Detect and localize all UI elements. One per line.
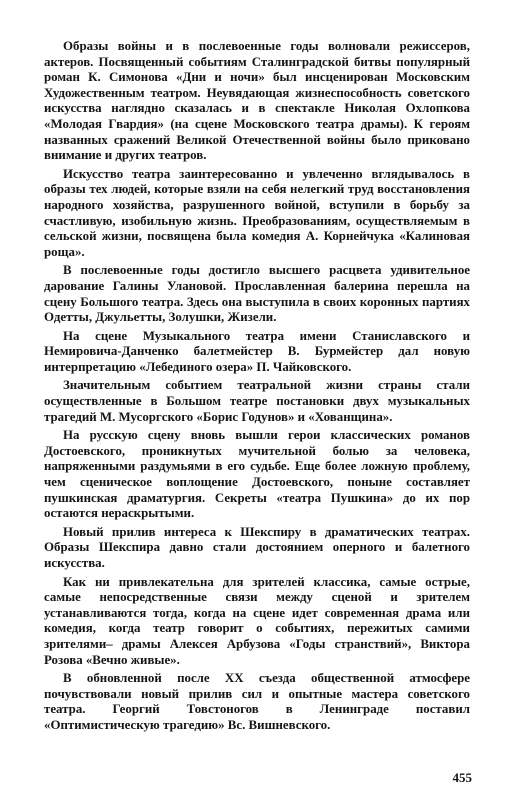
paragraph-shakespeare: Новый прилив интереса к Шекспиру в драматических театрах. Образы Шекспира давно стали достоянием оперного и балетного искусства. (44, 524, 470, 570)
main-text (44, 39, 470, 737)
paragraph-contemporary-drama: Как ни привлекательна для зрителей классика, самые острые, самые непосредственные связи между сценой и зрителем устанавливаются тогда, когда на сцене идет современная драма или комедия, когда театр говорит о событиях, пережитых самими зрителями– драмы Алексея Арбузова «Годы странствий», Виктора Розова «Вечно живые». (44, 574, 470, 667)
paragraph-tovstonogov: В обновленной после XX съезда общественной атмосфере почувствовали новый прилив сил и опытные мастера советского театра. Георгий Товстоногов в Ленинграде поставил «Оптимистическую трагедию» Вс. Вишневского. (44, 671, 470, 732)
paragraph-reconstruction: Искусство театра заинтересованно и увлеченно вглядывалось в образы тех людей, которые взяли на себя нелегкий труд восстановления народного хозяйства, разрушенного войной, вступили в борьбу за счастливую, изобильную жизнь. Преобразованиям, осуществляемым в сельской жизни, посвящена была комедия А. Корнейчука «Калиновая роща». (44, 166, 470, 259)
paragraph-ulanova: В послевоенные годы достигло высшего расцвета удивительное дарование Галины Улановой. Прославленная балерина перешла на сцену Большого театра. Здесь она выступила в своих коронных партиях Одетты, Джульетты, Золушки, Жизели. (44, 263, 470, 325)
page-number: 455 (452, 770, 472, 785)
paragraph-dostoevsky-pushkin: На русскую сцену вновь вышли герои классических романов Достоевского, проникнутых мучительной болью за человека, напряженными раздумьями в его судьбе. Еще более ложную проблему, чем сценическое воплощение Достоевского, поныне составляет пушкинская драматургия. Секреты «театра Пушкина» до их пор остаются нераскрытыми. (44, 428, 470, 521)
paragraph-swan-lake: На сцене Музыкального театра имени Станиславского и Немировича-Данченко балетмейстер В. Бурмейстер дал новую интерпретацию «Лебединого озера» П. Чайковского. (44, 328, 470, 374)
paragraph-war-images: Образы войны и в послевоенные годы волновали режиссеров, актеров. Посвященный событиям Сталинградской битвы популярный роман К. Симонова «Дни и ночи» был инсценирован Московским Художественным театром. Неувядающая жизнеспособность советского искусства наглядно сказалась и в спектакле Николая Охлопкова «Молодая Гвардия» (на сцене Московского театра драмы). К героям названных сражений Великой Отечественной войны было приковано внимание и других театров. (44, 39, 470, 163)
paragraph-mussorgsky: Значительным событием театральной жизни страны стали осуществленные в Большом театре постановки двух музыкальных трагедий М. Мусоргского «Борис Годунов» и «Хованщина». (44, 378, 470, 424)
